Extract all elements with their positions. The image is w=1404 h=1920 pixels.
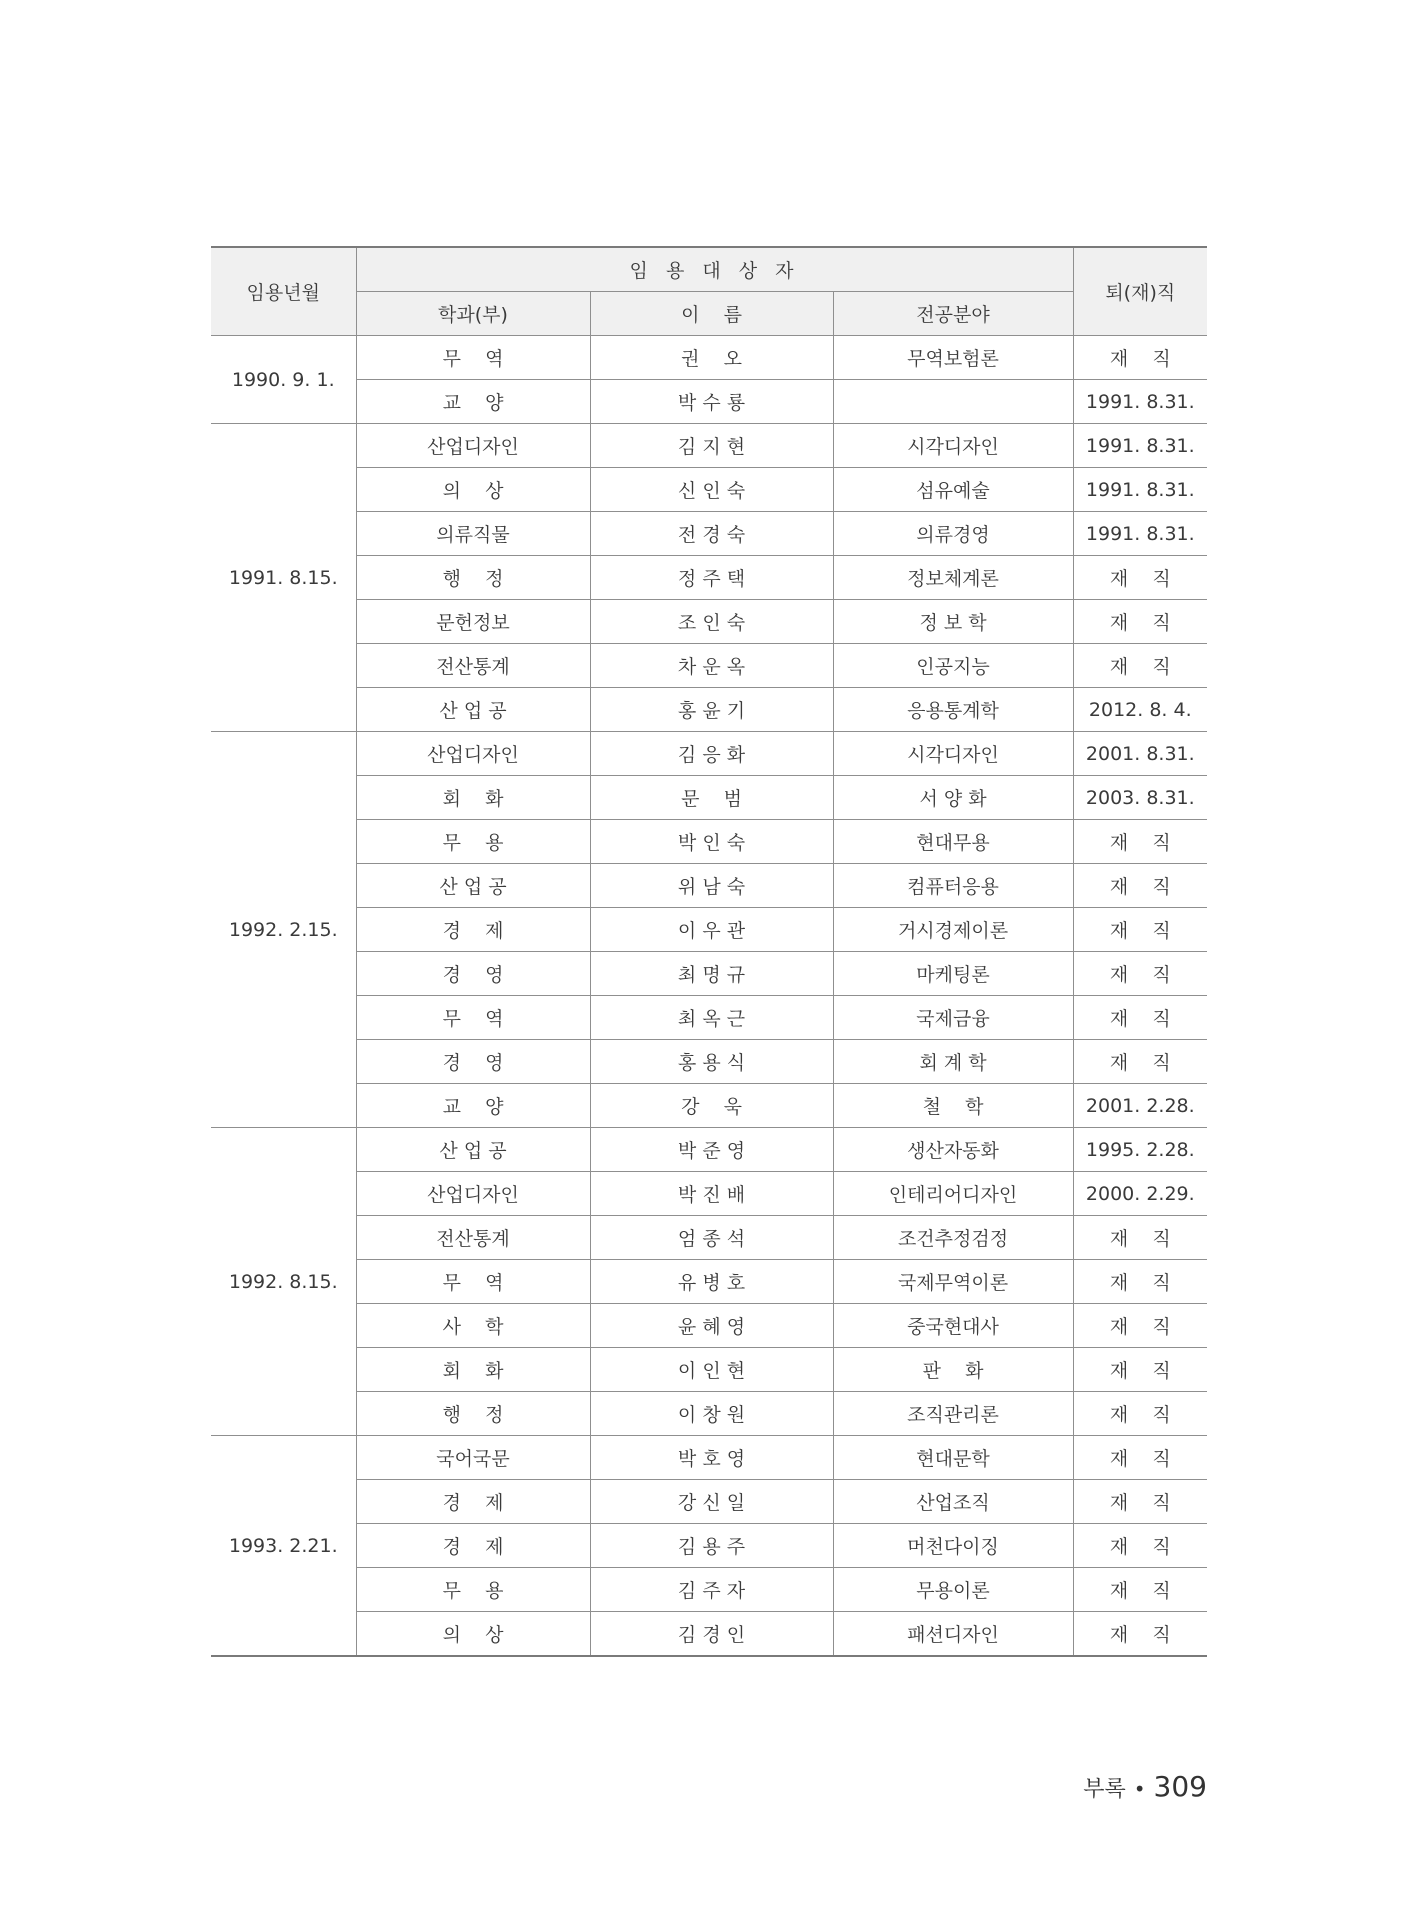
- name-cell: 김 용 주: [590, 1524, 833, 1568]
- name-cell: 문 범: [590, 776, 833, 820]
- dept-cell: 의 상: [356, 468, 590, 512]
- name-cell: 박 인 숙: [590, 820, 833, 864]
- table-row: [211, 380, 1207, 424]
- appointment-date-cell: 1992. 2.15.: [211, 732, 356, 1128]
- field-cell: 응용통계학: [833, 688, 1073, 732]
- dept-cell: 무 역: [356, 1260, 590, 1304]
- dept-cell: 무 역: [356, 996, 590, 1040]
- field-cell: 회 계 학: [833, 1040, 1073, 1084]
- dept-cell: 경 제: [356, 1480, 590, 1524]
- dept-cell: 무 용: [356, 820, 590, 864]
- status-cell: 재 직: [1073, 1304, 1207, 1348]
- field-cell: 시각디자인: [833, 732, 1073, 776]
- name-cell: 정 주 택: [590, 556, 833, 600]
- status-cell: 2012. 8. 4.: [1073, 688, 1207, 732]
- status-cell: 1991. 8.31.: [1073, 512, 1207, 556]
- table-header: [211, 247, 1207, 336]
- field-cell: 시각디자인: [833, 424, 1073, 468]
- table-row: [211, 1524, 1207, 1568]
- field-cell: 산업조직: [833, 1480, 1073, 1524]
- field-cell: 현대무용: [833, 820, 1073, 864]
- status-cell: 재 직: [1073, 908, 1207, 952]
- table-row: [211, 512, 1207, 556]
- header-field: 전공분야: [833, 292, 1073, 336]
- field-cell: 서 양 화: [833, 776, 1073, 820]
- header-date: 임용년월: [211, 247, 356, 336]
- table-body: [211, 336, 1207, 1657]
- table-row: [211, 600, 1207, 644]
- status-cell: 재 직: [1073, 1216, 1207, 1260]
- dept-cell: 회 화: [356, 776, 590, 820]
- table-row: [211, 732, 1207, 776]
- dept-cell: 사 학: [356, 1304, 590, 1348]
- name-cell: 전 경 숙: [590, 512, 833, 556]
- footer-separator: •: [1133, 1777, 1146, 1801]
- table-row: [211, 1348, 1207, 1392]
- dept-cell: 국어국문: [356, 1436, 590, 1480]
- dept-cell: 전산통계: [356, 644, 590, 688]
- table-row: [211, 1216, 1207, 1260]
- table-row: [211, 952, 1207, 996]
- status-cell: 1991. 8.31.: [1073, 424, 1207, 468]
- name-cell: 강 신 일: [590, 1480, 833, 1524]
- status-cell: 2000. 2.29.: [1073, 1172, 1207, 1216]
- dept-cell: 산업디자인: [356, 424, 590, 468]
- status-cell: 재 직: [1073, 1436, 1207, 1480]
- dept-cell: 무 용: [356, 1568, 590, 1612]
- field-cell: 조건추정검정: [833, 1216, 1073, 1260]
- table-row: [211, 1084, 1207, 1128]
- appointment-date-cell: 1990. 9. 1.: [211, 336, 356, 424]
- field-cell: 국제무역이론: [833, 1260, 1073, 1304]
- table-row: [211, 908, 1207, 952]
- name-cell: 박 준 영: [590, 1128, 833, 1172]
- table-row: [211, 864, 1207, 908]
- name-cell: 김 응 화: [590, 732, 833, 776]
- field-cell: 중국현대사: [833, 1304, 1073, 1348]
- name-cell: 이 인 현: [590, 1348, 833, 1392]
- name-cell: 권 오: [590, 336, 833, 380]
- status-cell: 재 직: [1073, 864, 1207, 908]
- status-cell: 2001. 8.31.: [1073, 732, 1207, 776]
- field-cell: [833, 380, 1073, 424]
- name-cell: 박 수 룡: [590, 380, 833, 424]
- dept-cell: 회 화: [356, 1348, 590, 1392]
- table-row: [211, 688, 1207, 732]
- dept-cell: 산업디자인: [356, 732, 590, 776]
- field-cell: 인테리어디자인: [833, 1172, 1073, 1216]
- table-row: [211, 556, 1207, 600]
- status-cell: 1991. 8.31.: [1073, 468, 1207, 512]
- dept-cell: 교 양: [356, 1084, 590, 1128]
- dept-cell: 행 정: [356, 1392, 590, 1436]
- status-cell: 1995. 2.28.: [1073, 1128, 1207, 1172]
- table-row: [211, 1260, 1207, 1304]
- name-cell: 최 명 규: [590, 952, 833, 996]
- field-cell: 마케팅론: [833, 952, 1073, 996]
- table-row: [211, 468, 1207, 512]
- name-cell: 위 남 숙: [590, 864, 833, 908]
- name-cell: 윤 혜 영: [590, 1304, 833, 1348]
- status-cell: 2001. 2.28.: [1073, 1084, 1207, 1128]
- appointment-date-cell: 1992. 8.15.: [211, 1128, 356, 1436]
- field-cell: 조직관리론: [833, 1392, 1073, 1436]
- dept-cell: 교 양: [356, 380, 590, 424]
- table-row: [211, 1128, 1207, 1172]
- dept-cell: 의 상: [356, 1612, 590, 1657]
- field-cell: 의류경영: [833, 512, 1073, 556]
- name-cell: 홍 윤 기: [590, 688, 833, 732]
- dept-cell: 문헌정보: [356, 600, 590, 644]
- status-cell: 재 직: [1073, 1260, 1207, 1304]
- field-cell: 무역보험론: [833, 336, 1073, 380]
- page-number: 309: [1153, 1770, 1207, 1803]
- appointment-table: [211, 246, 1207, 1657]
- name-cell: 김 경 인: [590, 1612, 833, 1657]
- table-row: [211, 1436, 1207, 1480]
- status-cell: 재 직: [1073, 600, 1207, 644]
- table-row: [211, 1480, 1207, 1524]
- field-cell: 컴퓨터응용: [833, 864, 1073, 908]
- field-cell: 머천다이징: [833, 1524, 1073, 1568]
- status-cell: 재 직: [1073, 644, 1207, 688]
- dept-cell: 산업디자인: [356, 1172, 590, 1216]
- table-row: [211, 1568, 1207, 1612]
- header-status: 퇴(재)직: [1073, 247, 1207, 336]
- table-row: [211, 424, 1207, 468]
- dept-cell: 경 영: [356, 1040, 590, 1084]
- status-cell: 재 직: [1073, 1612, 1207, 1657]
- dept-cell: 의류직물: [356, 512, 590, 556]
- field-cell: 정 보 학: [833, 600, 1073, 644]
- header-dept: 학과(부): [356, 292, 590, 336]
- field-cell: 판 화: [833, 1348, 1073, 1392]
- field-cell: 패션디자인: [833, 1612, 1073, 1657]
- field-cell: 현대문학: [833, 1436, 1073, 1480]
- field-cell: 섬유예술: [833, 468, 1073, 512]
- dept-cell: 산 업 공: [356, 864, 590, 908]
- table-row: [211, 1172, 1207, 1216]
- name-cell: 유 병 호: [590, 1260, 833, 1304]
- dept-cell: 산 업 공: [356, 688, 590, 732]
- name-cell: 박 호 영: [590, 1436, 833, 1480]
- field-cell: 생산자동화: [833, 1128, 1073, 1172]
- footer-section-label: 부록: [1083, 1777, 1126, 1802]
- status-cell: 재 직: [1073, 1040, 1207, 1084]
- name-cell: 차 운 옥: [590, 644, 833, 688]
- status-cell: 재 직: [1073, 1348, 1207, 1392]
- table-row: [211, 1392, 1207, 1436]
- name-cell: 홍 용 식: [590, 1040, 833, 1084]
- table-row: [211, 776, 1207, 820]
- status-cell: 재 직: [1073, 336, 1207, 380]
- table-row: [211, 1612, 1207, 1657]
- dept-cell: 전산통계: [356, 1216, 590, 1260]
- status-cell: 재 직: [1073, 820, 1207, 864]
- name-cell: 조 인 숙: [590, 600, 833, 644]
- dept-cell: 경 제: [356, 908, 590, 952]
- dept-cell: 행 정: [356, 556, 590, 600]
- page-footer: [1083, 1770, 1207, 1803]
- table-row: [211, 1040, 1207, 1084]
- dept-cell: 무 역: [356, 336, 590, 380]
- name-cell: 김 지 현: [590, 424, 833, 468]
- status-cell: 재 직: [1073, 1524, 1207, 1568]
- name-cell: 강 욱: [590, 1084, 833, 1128]
- field-cell: 무용이론: [833, 1568, 1073, 1612]
- status-cell: 2003. 8.31.: [1073, 776, 1207, 820]
- name-cell: 엄 종 석: [590, 1216, 833, 1260]
- table-row: [211, 1304, 1207, 1348]
- dept-cell: 산 업 공: [356, 1128, 590, 1172]
- status-cell: 1991. 8.31.: [1073, 380, 1207, 424]
- dept-cell: 경 영: [356, 952, 590, 996]
- status-cell: 재 직: [1073, 1392, 1207, 1436]
- table-row: [211, 996, 1207, 1040]
- field-cell: 인공지능: [833, 644, 1073, 688]
- status-cell: 재 직: [1073, 556, 1207, 600]
- table-row: [211, 820, 1207, 864]
- status-cell: 재 직: [1073, 1568, 1207, 1612]
- table-row: [211, 336, 1207, 380]
- name-cell: 김 주 자: [590, 1568, 833, 1612]
- name-cell: 박 진 배: [590, 1172, 833, 1216]
- status-cell: 재 직: [1073, 996, 1207, 1040]
- status-cell: 재 직: [1073, 952, 1207, 996]
- name-cell: 최 옥 근: [590, 996, 833, 1040]
- field-cell: 정보체계론: [833, 556, 1073, 600]
- table-row: [211, 644, 1207, 688]
- name-cell: 신 인 숙: [590, 468, 833, 512]
- appointment-date-cell: 1993. 2.21.: [211, 1436, 356, 1657]
- header-name: 이 름: [590, 292, 833, 336]
- status-cell: 재 직: [1073, 1480, 1207, 1524]
- name-cell: 이 우 관: [590, 908, 833, 952]
- appointment-date-cell: 1991. 8.15.: [211, 424, 356, 732]
- field-cell: 거시경제이론: [833, 908, 1073, 952]
- field-cell: 국제금융: [833, 996, 1073, 1040]
- dept-cell: 경 제: [356, 1524, 590, 1568]
- field-cell: 철 학: [833, 1084, 1073, 1128]
- name-cell: 이 창 원: [590, 1392, 833, 1436]
- header-appointee-group: 임 용 대 상 자: [356, 247, 1073, 292]
